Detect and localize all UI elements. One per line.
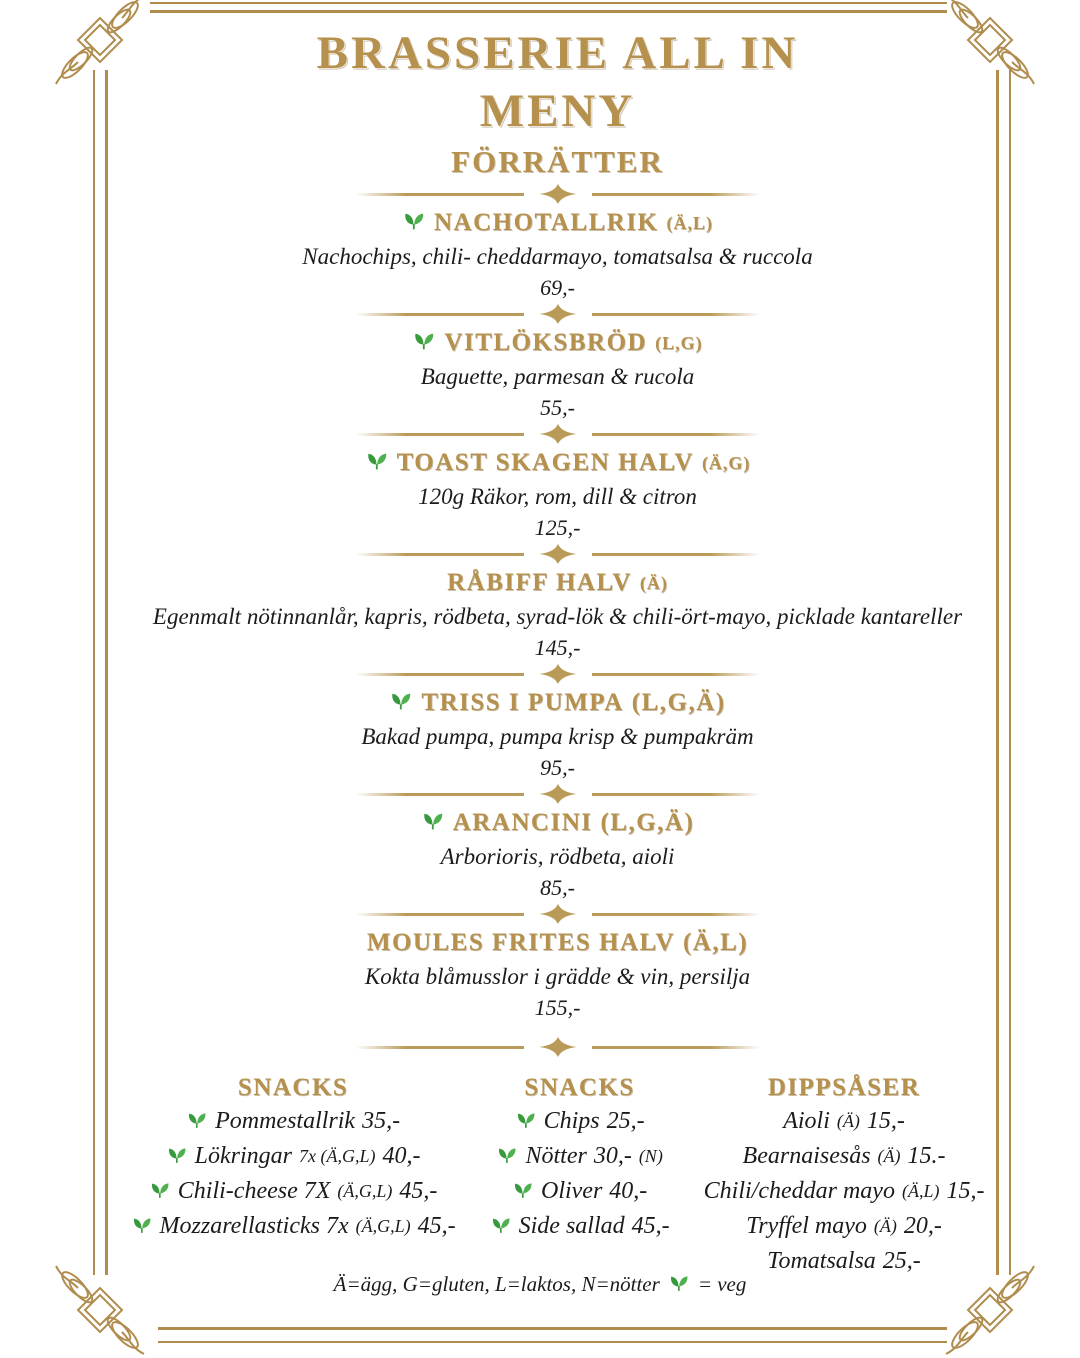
- item-allergens: (Ä,G): [701, 453, 751, 473]
- dip-name: Tryffel mayo: [746, 1213, 867, 1239]
- item-price: 69,-: [540, 275, 575, 300]
- snack-name: Side sallad: [518, 1213, 625, 1239]
- column-heading: DIPPSÅSER: [767, 1074, 921, 1101]
- column-heading: SNACKS: [237, 1074, 349, 1101]
- item-description: Bakad pumpa, pumpa krisp & pumpakräm: [361, 724, 754, 749]
- snack-name: Mozzarellasticks 7x: [159, 1213, 349, 1239]
- title-line1: BRASSERIE ALL IN: [316, 27, 799, 79]
- snack-price: 30,-: [593, 1143, 632, 1169]
- item-allergens: (Ä): [639, 573, 668, 593]
- frame-left-outer-line: [93, 70, 95, 1275]
- divider-line: [592, 793, 760, 796]
- ornament-divider: [110, 303, 1005, 325]
- snacks-column-2: [490, 1072, 670, 1244]
- item-allergens: (Ä,L): [666, 213, 713, 233]
- item-heading: [110, 326, 1005, 360]
- dip-allergens: (Ä): [877, 1146, 901, 1166]
- item-price: 95,-: [540, 755, 575, 780]
- dip-name: Aioli: [783, 1108, 830, 1134]
- restaurant-title: [110, 24, 1005, 140]
- divider-line: [356, 1046, 524, 1049]
- item-allergens: (L,G,Ä): [631, 689, 726, 716]
- ornament-divider: [110, 183, 1005, 205]
- snack-note: (Ä,G,L): [337, 1181, 393, 1201]
- frame-bottom-outer-line: [158, 1341, 947, 1343]
- menu-item-arancini: [110, 806, 1005, 902]
- item-price: 145,-: [534, 635, 581, 660]
- dip-name: Tomatsalsa: [767, 1248, 876, 1274]
- item-description: Nachochips, chili- cheddarmayo, tomatsalsa & ruccola: [302, 244, 813, 269]
- item-description: Kokta blåmusslor i grädde & vin, persilja: [364, 964, 751, 989]
- snack-price: 25,-: [606, 1108, 645, 1134]
- dip-name: Bearnaisesås: [742, 1143, 871, 1169]
- dips-column: [704, 1072, 985, 1279]
- item-heading: [110, 806, 1005, 840]
- divider-line: [592, 673, 760, 676]
- divider-line: [356, 553, 524, 556]
- diamond-icon: [538, 903, 578, 925]
- snack-price: 40,-: [382, 1143, 421, 1169]
- item-name: VITLÖKSBRÖD: [444, 329, 648, 356]
- divider-line: [592, 1046, 760, 1049]
- ornament-divider: [110, 543, 1005, 565]
- snack-row: [131, 1209, 456, 1244]
- item-name: TRISS I PUMPA: [421, 689, 624, 716]
- menu-page: [110, 0, 1005, 1279]
- item-name: TOAST SKAGEN HALV: [396, 449, 694, 476]
- item-description: Arborioris, rödbeta, aioli: [440, 844, 675, 869]
- dip-allergens: (Ä): [873, 1216, 897, 1236]
- frame-right-outer-line: [1009, 70, 1011, 1275]
- divider-line: [356, 433, 524, 436]
- snack-row: [490, 1174, 670, 1209]
- snack-row: [490, 1209, 670, 1244]
- item-name: RÅBIFF HALV: [447, 569, 632, 596]
- item-name: NACHOTALLRIK: [433, 209, 659, 236]
- menu-item-moules-frites: [110, 926, 1005, 1022]
- snack-name: Nötter: [525, 1143, 587, 1169]
- dip-allergens: (Ä,L): [901, 1181, 940, 1201]
- divider-line: [592, 433, 760, 436]
- ornament-divider: [110, 423, 1005, 445]
- diamond-icon: [538, 423, 578, 445]
- ornament-divider: [110, 663, 1005, 685]
- diamond-icon: [538, 303, 578, 325]
- veg-leaf-icon: [668, 1274, 690, 1296]
- divider-line: [356, 913, 524, 916]
- frame-bottom-inner-line: [158, 1327, 947, 1330]
- snack-name: Lökringar: [194, 1143, 293, 1169]
- diamond-icon: [538, 1036, 578, 1058]
- snack-note: 7x (Ä,G,L): [299, 1146, 376, 1166]
- veg-leaf-icon: [131, 1216, 153, 1238]
- veg-leaf-icon: [166, 1146, 188, 1168]
- item-heading: [110, 686, 1005, 720]
- menu-item-rabiff: [110, 566, 1005, 662]
- veg-leaf-icon: [496, 1146, 518, 1168]
- veg-leaf-icon: [389, 691, 413, 715]
- item-description: 120g Räkor, rom, dill & citron: [418, 484, 697, 509]
- snack-row: [490, 1104, 670, 1139]
- snack-note: (Ä,G,L): [355, 1216, 411, 1236]
- item-name: MOULES FRITES HALV: [366, 929, 675, 956]
- dip-price: 15,-: [946, 1178, 985, 1204]
- item-heading: [110, 926, 1005, 960]
- ornament-divider: [110, 1036, 1005, 1058]
- dip-row: [704, 1174, 985, 1209]
- item-allergens: (L,G): [655, 333, 703, 353]
- menu-item-triss-i-pumpa: [110, 686, 1005, 782]
- menu-item-toast-skagen: [110, 446, 1005, 542]
- snack-price: 45,-: [631, 1213, 670, 1239]
- divider-line: [592, 553, 760, 556]
- section-heading-forratter: FÖRRÄTTER: [451, 144, 664, 179]
- frame-left-inner-line: [105, 70, 108, 1275]
- divider-line: [592, 193, 760, 196]
- divider-line: [356, 313, 524, 316]
- dip-price: 25,-: [882, 1248, 921, 1274]
- item-allergens: (Ä,L): [682, 929, 749, 956]
- ornament-divider: [110, 903, 1005, 925]
- snack-row: [131, 1174, 456, 1209]
- veg-leaf-icon: [512, 1181, 534, 1203]
- veg-leaf-icon: [186, 1111, 208, 1133]
- veg-leaf-icon: [149, 1181, 171, 1203]
- snacks-and-dips-section: [110, 1072, 1005, 1279]
- menu-item-vitloksbrod: [110, 326, 1005, 422]
- veg-leaf-icon: [402, 211, 426, 235]
- divider-line: [356, 193, 524, 196]
- title-line2: MENY: [479, 85, 636, 137]
- item-allergens: (L,G,Ä): [600, 809, 695, 836]
- snack-row: [131, 1139, 456, 1174]
- item-heading: [110, 446, 1005, 480]
- dip-price: 15,-: [866, 1108, 905, 1134]
- veg-leaf-icon: [515, 1111, 537, 1133]
- snack-row: [490, 1139, 670, 1174]
- dip-price: 20,-: [903, 1213, 942, 1239]
- veg-leaf-icon: [421, 811, 445, 835]
- item-price: 155,-: [534, 995, 581, 1020]
- veg-leaf-icon: [490, 1216, 512, 1238]
- snack-name: Chips: [543, 1108, 600, 1134]
- veg-leaf-icon: [412, 331, 436, 355]
- snack-price: 45,-: [417, 1213, 456, 1239]
- snack-name: Pommestallrik: [215, 1108, 356, 1134]
- veg-leaf-icon: [365, 451, 389, 475]
- item-heading: [110, 206, 1005, 240]
- ornament-divider: [110, 783, 1005, 805]
- item-description: Egenmalt nötinnanlår, kapris, rödbeta, syrad-lök & chili-ört-mayo, picklade kantareller: [152, 604, 963, 629]
- dip-name: Chili/cheddar mayo: [703, 1178, 895, 1204]
- dip-row: [704, 1104, 985, 1139]
- dip-allergens: (Ä): [836, 1111, 860, 1131]
- diamond-icon: [538, 663, 578, 685]
- item-price: 125,-: [534, 515, 581, 540]
- snack-name: Chili-cheese 7X: [177, 1178, 331, 1204]
- snack-price: 40,-: [609, 1178, 648, 1204]
- snack-row: [131, 1104, 456, 1139]
- item-heading: [110, 566, 1005, 600]
- item-price: 85,-: [540, 875, 575, 900]
- diamond-icon: [538, 183, 578, 205]
- legend-text: Ä=ägg, G=gluten, L=laktos, N=nötter: [333, 1272, 660, 1296]
- diamond-icon: [538, 543, 578, 565]
- dip-row: [704, 1139, 985, 1174]
- divider-line: [592, 313, 760, 316]
- diamond-icon: [538, 783, 578, 805]
- snack-price: 45,-: [399, 1178, 438, 1204]
- veg-legend-text: = veg: [697, 1272, 747, 1296]
- column-heading: SNACKS: [524, 1074, 635, 1101]
- snack-name: Oliver: [540, 1178, 603, 1204]
- divider-line: [356, 673, 524, 676]
- divider-line: [592, 913, 760, 916]
- item-price: 55,-: [540, 395, 575, 420]
- divider-line: [356, 793, 524, 796]
- allergen-legend: [0, 1272, 1080, 1297]
- snack-price: 35,-: [362, 1108, 401, 1134]
- menu-item-nachotallrik: [110, 206, 1005, 302]
- dip-row: [704, 1209, 985, 1244]
- item-name: ARANCINI: [452, 809, 593, 836]
- snacks-column-1: [131, 1072, 456, 1244]
- dip-price: 15.-: [907, 1143, 946, 1169]
- item-description: Baguette, parmesan & rucola: [420, 364, 695, 389]
- snack-suffix: (N): [638, 1146, 663, 1166]
